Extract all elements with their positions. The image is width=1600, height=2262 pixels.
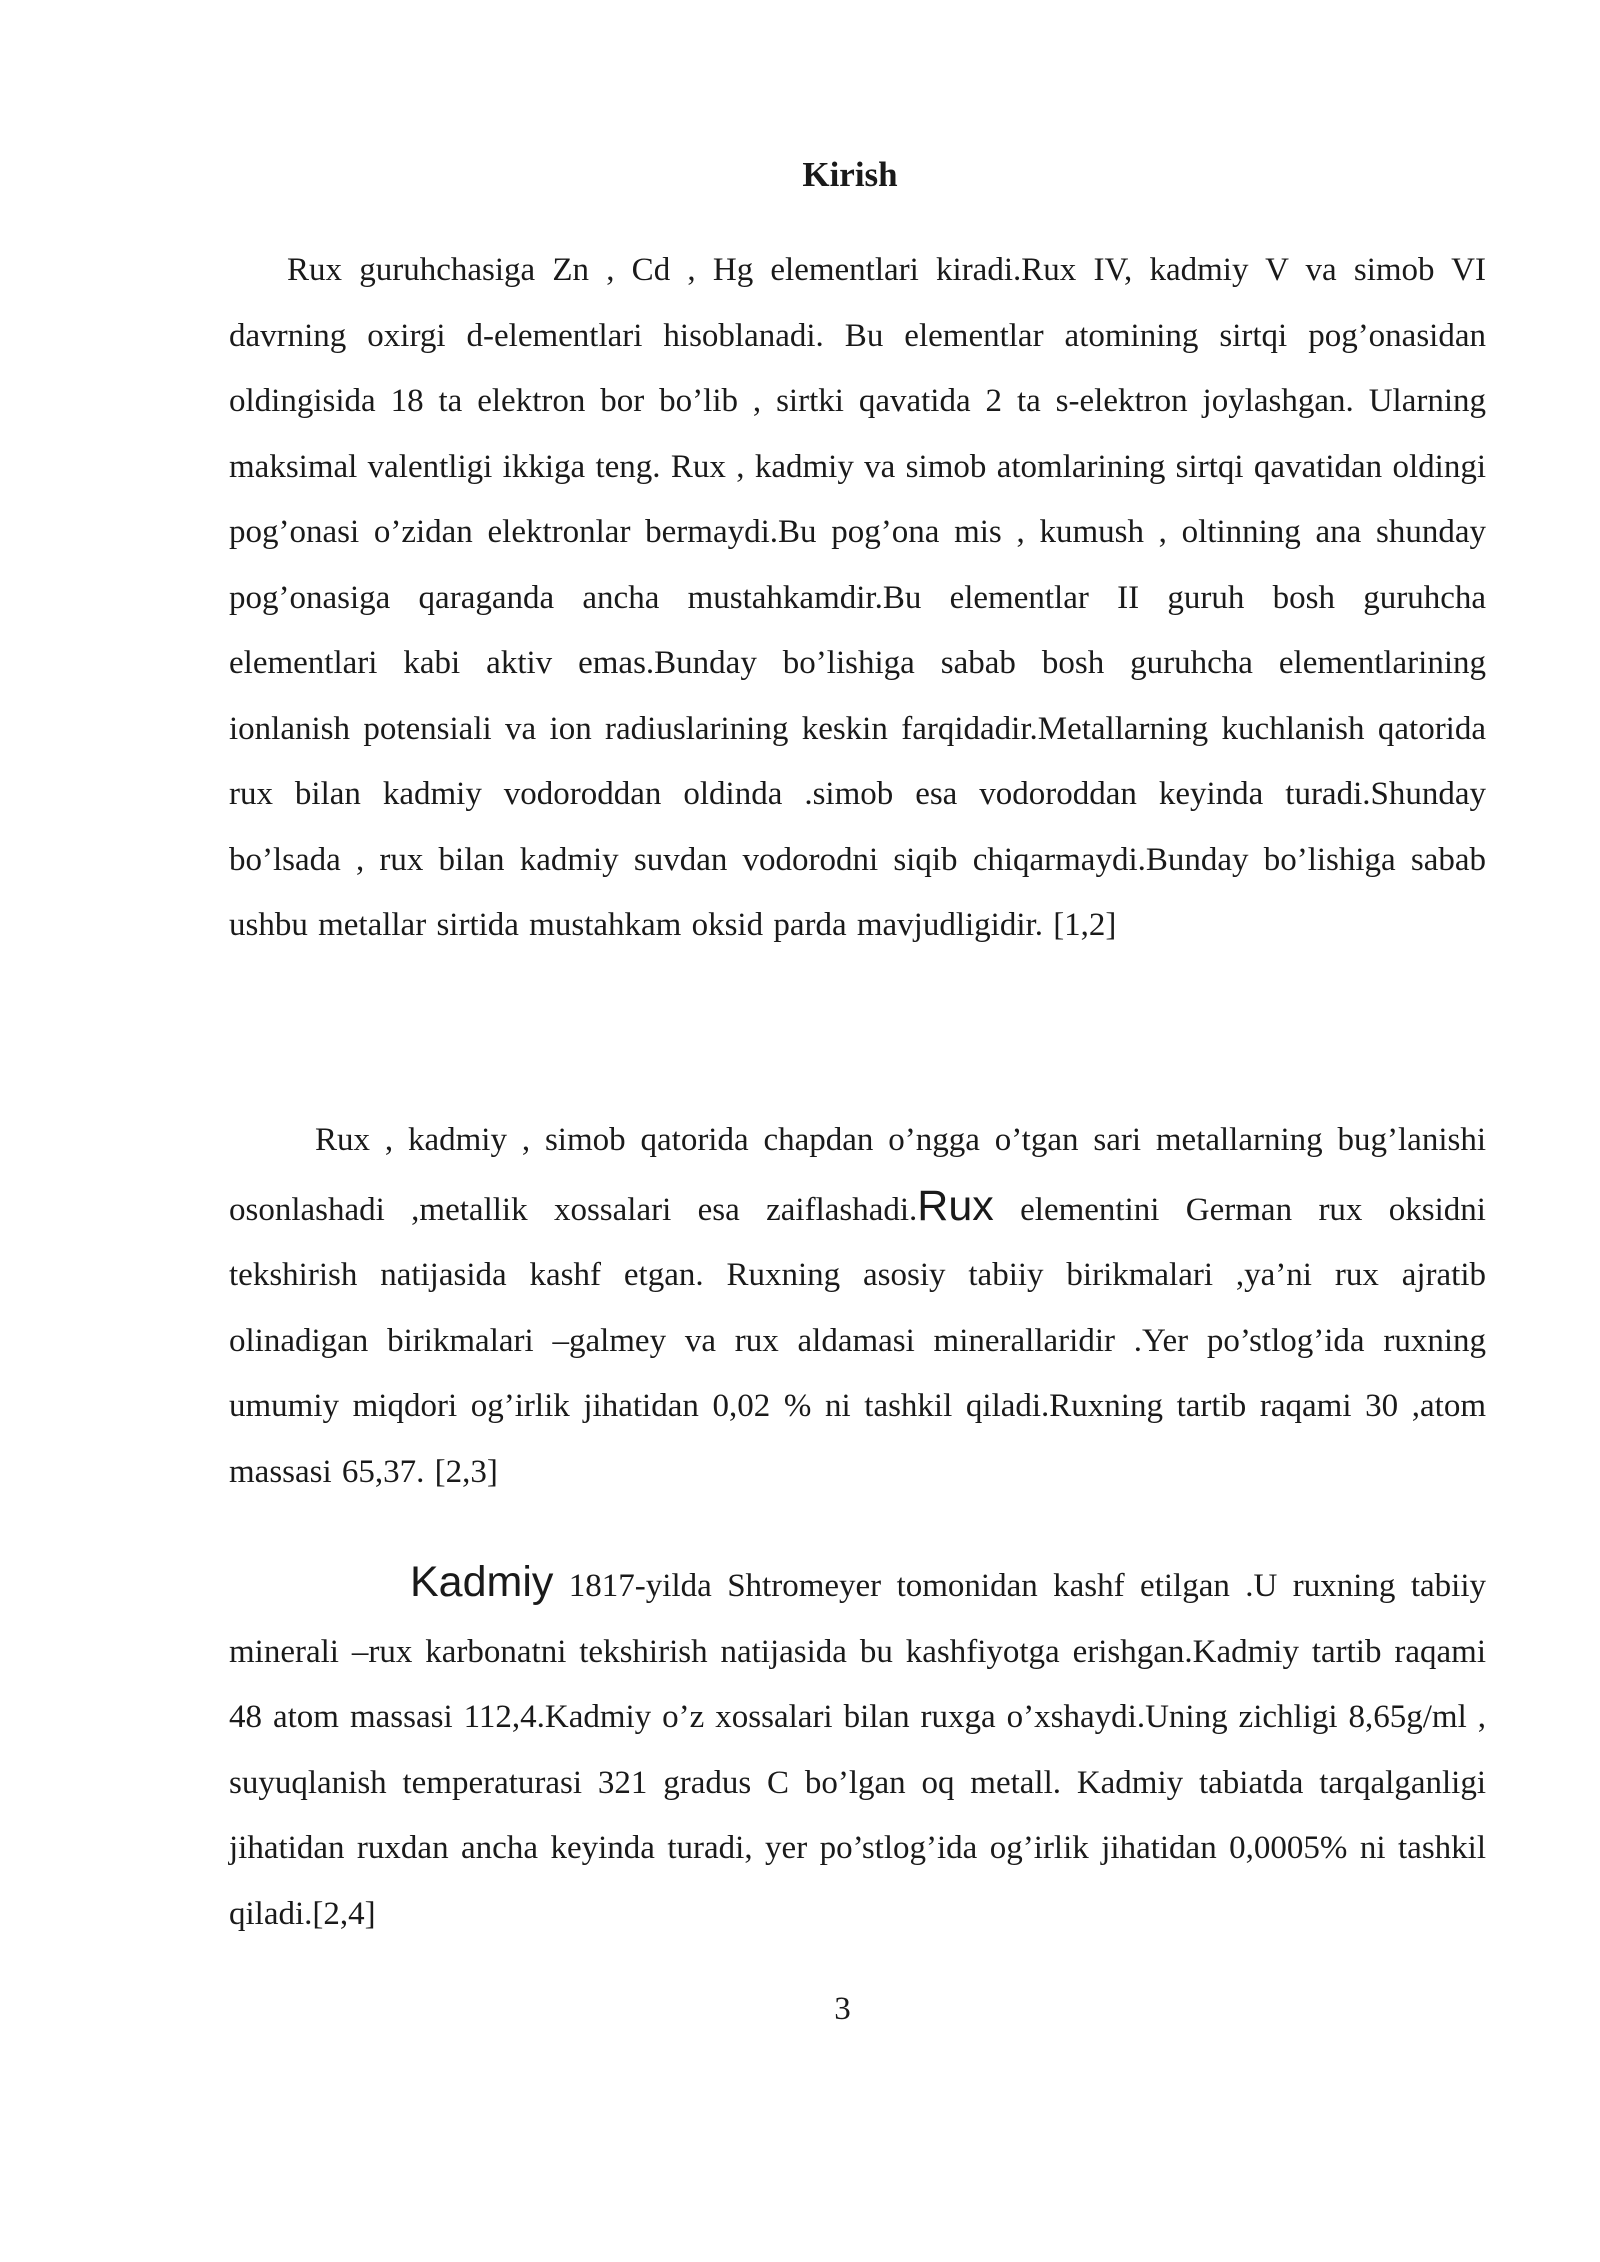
page-title: Kirish bbox=[802, 155, 898, 194]
paragraph-zinc bbox=[229, 1108, 1486, 1505]
paragraph-text: Rux guruhchasiga Zn , Cd , Hg elementlari kiradi.Rux IV, kadmiy V va simob VI davrning oxirgi d-elementlari hisoblanadi. Bu elementlar atomining sirtqi pog’onasidan oldingisida 18 ta elektron bor bo’lib , sirtki qavatida 2 ta s-elektron joylashgan. Ularning maksimal valentligi ikkiga teng. Rux , kadmiy va simob atomlarining sirtqi qavatidan oldingi pog’onasi o’zidan elektronlar bermaydi.Bu pog’ona mis , kumush , oltinning ana shunday pog’onasiga qaraganda ancha mustahkamdir.Bu elementlar II guruh bosh guruhcha elementlari kabi aktiv emas.Bunday bo’lishiga sabab bosh guruhcha elementlarining ionlanish potensiali va ion radiuslarining keskin farqidadir.Metallarning kuchlanish qatorida rux bilan kadmiy vodoroddan oldinda .simob esa vodoroddan keyinda turadi.Shunday bo’lsada , rux bilan kadmiy suvdan vodorodni siqib chiqarmaydi.Bunday bo’lishiga sabab ushbu metallar sirtida mustahkam oksid parda mavjudligidir. [1,2] bbox=[229, 252, 1486, 943]
emphasized-word-rux: Rux bbox=[917, 1181, 994, 1230]
paragraph-text-after: 1817-yilda Shtromeyer tomonidan kashf etilgan .U ruxning tabiiy minerali –rux karbonatni tekshirish natijasida bu kashfiyotga erishgan.Kadmiy tartib raqami 48 atom massasi 112,4.Kadmiy o’z xossalari bilan ruxga o’xshaydi.Uning zichligi 8,65g/ml , suyuqlanish temperaturasi 321 gradus C bo’lgan oq metall. Kadmiy tabiatda tarqalganligi jihatidan ruxdan ancha keyinda turadi, yer po’stlog’ida og’irlik jihatidan 0,0005% ni tashkil qiladi.[2,4] bbox=[229, 1568, 1486, 1932]
emphasized-word-kadmiy: Kadmiy bbox=[410, 1558, 554, 1606]
paragraph-text-before: Rux , kadmiy , simob qatorida chapdan o’ngga o’tgan sari metallarning bug’lanishi osonlashadi ,metallik xossalari esa zaiflashadi. bbox=[229, 1122, 1486, 1228]
page-number: 3 bbox=[834, 1991, 851, 2027]
paragraph-intro bbox=[229, 238, 1486, 959]
paragraph-text-after: elementini German rux oksidni tekshirish natijasida kashf etgan. Ruxning asosiy tabiiy birikmalari ,ya’ni rux ajratib olinadigan birikmalari –galmey va rux aldamasi minerallaridir .Yer po’stlog’ida ruxning umumiy miqdori og’irlik jihatidan 0,02 % ni tashkil qiladi.Ruxning tartib raqami 30 ,atom massasi 65,37. [2,3] bbox=[229, 1191, 1486, 1490]
paragraph-cadmium bbox=[229, 1550, 1486, 1947]
